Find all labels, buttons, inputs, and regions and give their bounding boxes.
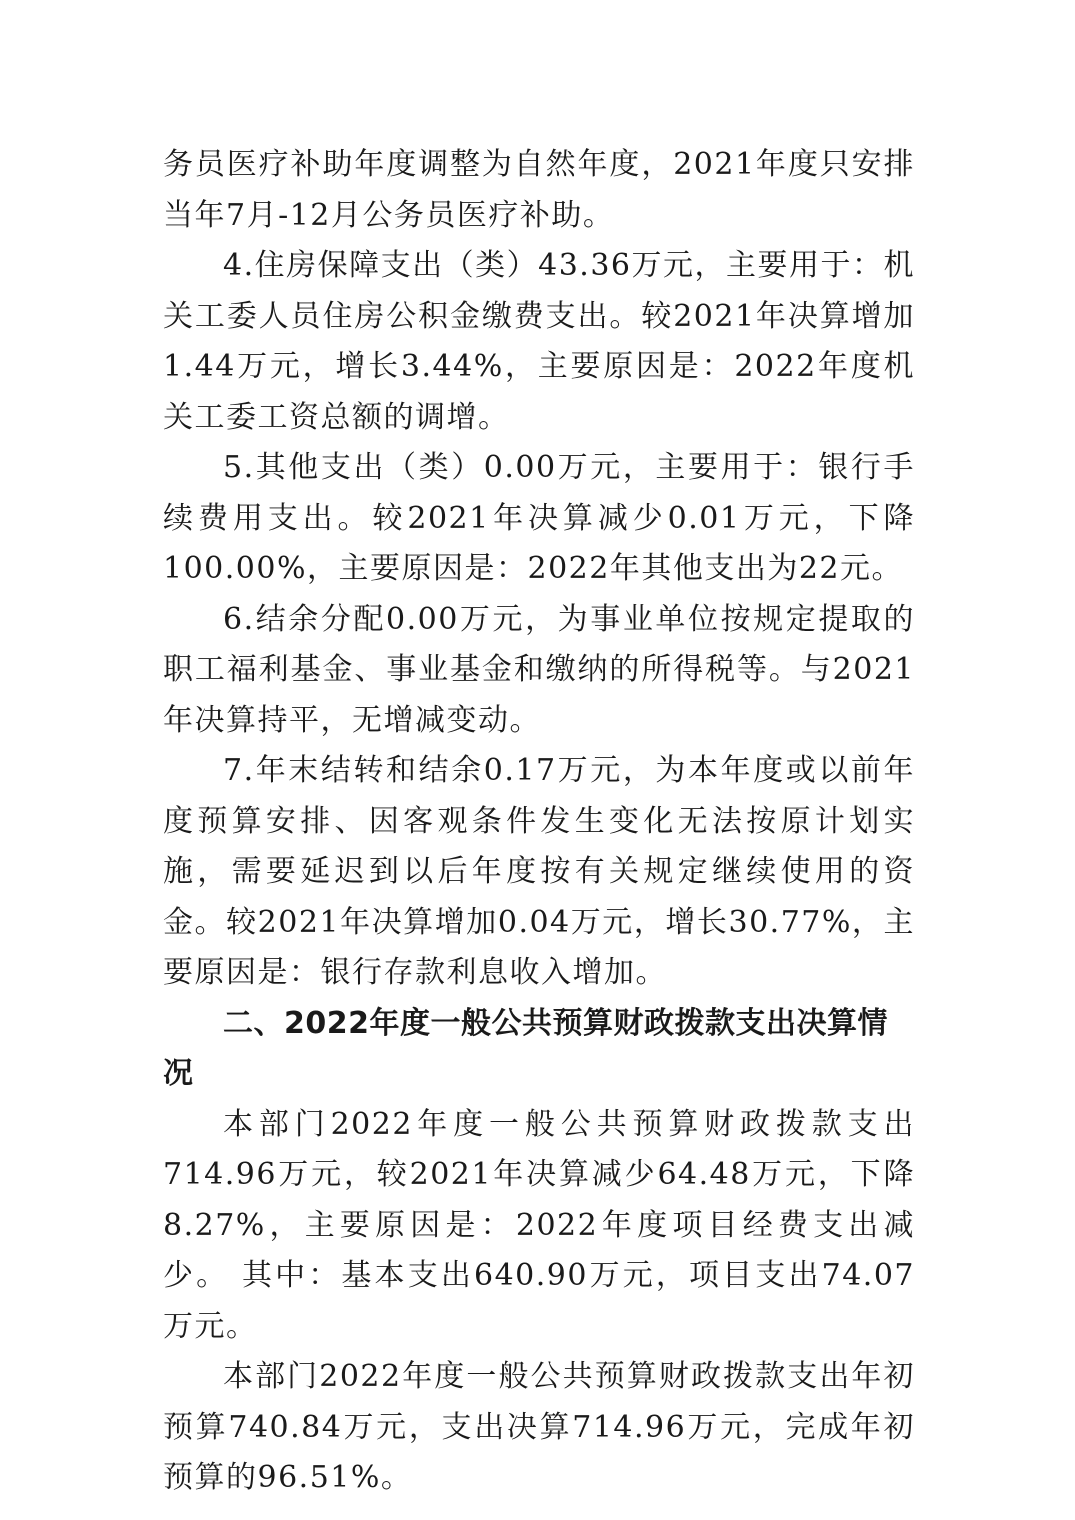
paragraph-other-expense: 5.其他支出（类）0.00万元，主要用于：银行手续费用支出。较2021年决算减少0.01万元，下降100.00%，主要原因是：2022年其他支出为22元。 <box>163 450 915 586</box>
paragraph-appropriation-expense: 本部门2022年度一般公共预算财政拨款支出714.96万元，较2021年决算减少64.48万元，下降8.27%，主要原因是：2022年度项目经费支出减少。 其中：基本支出640.90万元，项目支出74.07万元。 <box>163 1106 915 1344</box>
paragraph-continued: 务员医疗补助年度调整为自然年度，2021年度只安排当年7月-12月公务员医疗补助。 <box>163 147 915 233</box>
paragraph-year-end-carryover: 7.年末结转和结余0.17万元，为本年度或以前年度预算安排、因客观条件发生变化无法按原计划实施，需要延迟到以后年度按有关规定继续使用的资金。较2021年决算增加0.04万元，增长30.77%，主要原因是：银行存款利息收入增加。 <box>163 753 915 990</box>
document-body <box>163 140 915 1504</box>
paragraph-budget-completion: 本部门2022年度一般公共预算财政拨款支出年初预算740.84万元，支出决算714.96万元，完成年初预算的96.51%。 <box>163 1359 915 1495</box>
paragraph-housing-expense: 4.住房保障支出（类）43.36万元，主要用于：机关工委人员住房公积金缴费支出。较2021年决算增加1.44万元，增长3.44%，主要原因是：2022年度机关工委工资总额的调增。 <box>163 248 916 435</box>
section-heading: 二、2022年度一般公共预算财政拨款支出决算情况 <box>163 1005 888 1091</box>
paragraph-surplus-distribution: 6.结余分配0.00万元，为事业单位按规定提取的职工福利基金、事业基金和缴纳的所得税等。与2021年决算持平，无增减变动。 <box>163 601 915 738</box>
